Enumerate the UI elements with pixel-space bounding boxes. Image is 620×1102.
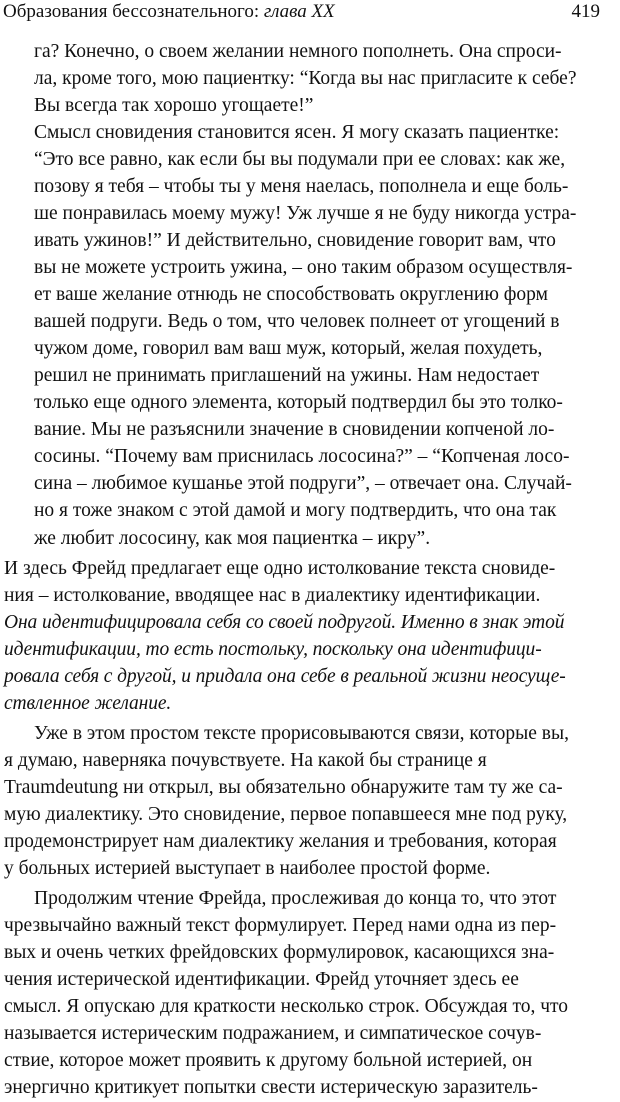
text-line <box>0 361 620 390</box>
quote-line: Вы всегда так хорошо угощаете!” <box>34 95 314 117</box>
text-line <box>0 965 620 994</box>
body-line: ния – истолкование, вводящее нас в диалектику идентификации. <box>4 584 541 606</box>
body-line: чрезвычайно важный текст формулирует. Перед нами одна из пер- <box>4 914 557 936</box>
text-line <box>0 1073 620 1102</box>
quote-line: но я тоже знаком с этой дамой и могу подтвердить, что она так <box>34 500 557 522</box>
body-line: называется истерическим подражанием, и симпатическое сочув- <box>4 1022 542 1044</box>
quote-line: сосины. “Почему вам приснилась лососина?” – “Копченая лосо- <box>34 446 570 468</box>
body-line: чения истерической идентификации. Фрейд уточняет здесь ее <box>4 968 519 990</box>
text-line <box>0 469 620 498</box>
text-line <box>0 1019 620 1048</box>
page-number: 419 <box>571 1 600 22</box>
quote-line: ет ваше желание отнюдь не способствовать округлению форм <box>34 284 548 306</box>
text-line <box>0 307 620 336</box>
quote-line: же любит лососину, как моя пациентка – икру”. <box>34 527 431 549</box>
quote-line: только еще одного элемента, который подтвердил бы это толко- <box>34 392 563 414</box>
text-line <box>0 496 620 525</box>
body-line: у больных истерией выступает в наиболее простой форме. <box>4 857 491 879</box>
text-line <box>0 800 620 829</box>
text-line <box>0 938 620 967</box>
text-line <box>0 524 620 553</box>
body-line: ствие, которое может проявить к другому больной истерией, он <box>4 1050 533 1071</box>
text-line <box>0 253 620 282</box>
text-line <box>0 773 620 802</box>
italic-line: Она идентифицировала себя со своей подругой. Именно в знак этой <box>4 611 565 633</box>
text-line <box>0 145 620 174</box>
quote-line: вашей подруги. Ведь о том, что человек полнеет от угощений в <box>34 311 560 333</box>
text-line <box>0 118 620 147</box>
body-line: вых и очень четких фрейдовских формулировок, касающихся зна- <box>4 941 555 963</box>
text-line <box>0 992 620 1021</box>
text-line <box>0 635 620 664</box>
text-line <box>0 746 620 775</box>
text-line <box>0 442 620 471</box>
text-line <box>0 554 620 583</box>
quote-line: га? Конечно, о своем желании немного пополнеть. Она спроси- <box>34 41 562 62</box>
text-line <box>0 719 620 748</box>
text-line <box>0 854 620 883</box>
body-line: смысл. Я опускаю для краткости несколько строк. Обсуждая то, что <box>4 995 569 1017</box>
text-line <box>0 37 620 66</box>
quote-line: сина – любимое кушанье этой подруги”, – отвечает она. Случай- <box>34 473 572 495</box>
running-title <box>3 0 335 24</box>
text-line <box>0 172 620 201</box>
text-line <box>0 334 620 363</box>
text-line <box>0 415 620 444</box>
text-line <box>0 581 620 610</box>
text-line <box>0 608 620 637</box>
running-title-text: Образования бессознательного: <box>3 1 264 22</box>
body-line: продемонстрирует нам диалектику желания и требования, которая <box>4 830 557 852</box>
quote-line: вание. Мы не разъяснили значение в сновидении копченой ло- <box>34 419 555 441</box>
quote-line: Смысл сновидения становится ясен. Я могу сказать пациентке: <box>34 122 560 144</box>
quote-line: вы не можете устроить ужина, – оно таким образом осуществля- <box>34 257 573 279</box>
text-line <box>0 388 620 417</box>
body-line: я думаю, наверняка почувствуете. На какой бы странице я <box>4 749 487 771</box>
running-title-chapter: глава XX <box>263 1 335 22</box>
body-line: Уже в этом простом тексте прорисовываются связи, которые вы, <box>34 722 569 744</box>
running-header <box>0 0 620 32</box>
text-line <box>0 280 620 309</box>
quote-line: позову я тебя – чтобы ты у меня наелась, пополнела и еще боль- <box>34 176 569 198</box>
text-line <box>0 911 620 940</box>
italic-line: ровала себя с другой, и придала она себе в реальной жизни неосуще- <box>4 665 566 687</box>
text-line <box>0 226 620 255</box>
text-line <box>0 689 620 718</box>
italic-line: идентификации, то есть постольку, поскольку она идентифици- <box>4 638 542 660</box>
body-line: мую диалектику. Это сновидение, первое попавшееся мне под руку, <box>4 803 568 825</box>
italic-line: ствленное желание. <box>4 692 172 714</box>
quote-line: ивать ужинов!” И действительно, сновидение говорит вам, что <box>34 230 556 252</box>
quote-line: решил не принимать приглашений на ужины. Нам недостает <box>34 365 540 387</box>
text-line <box>0 64 620 93</box>
quote-line: ла, кроме того, мою пациентку: “Когда вы нас пригласите к себе? <box>34 68 577 89</box>
text-line <box>0 1046 620 1075</box>
body-line: Продолжим чтение Фрейда, прослеживая до конца то, что этот <box>34 887 557 909</box>
body-line: Traumdeutung ни открыл, вы обязательно обнаружите там ту же са- <box>4 776 563 798</box>
body-line: И здесь Фрейд предлагает еще одно истолкование текста сновиде- <box>4 557 556 579</box>
quote-line: ше понравилась моему мужу! Уж лучше я не буду никогда устра- <box>34 203 577 225</box>
body-line: энергично критикует попытки свести истерическую заразитель- <box>4 1077 538 1098</box>
text-line <box>0 199 620 228</box>
text-line <box>0 662 620 691</box>
quote-line: чужом доме, говорил вам ваш муж, который, желая похудеть, <box>34 338 543 360</box>
text-line <box>0 884 620 913</box>
text-line <box>0 827 620 856</box>
quote-line: “Это все равно, как если бы вы подумали при ее словах: как же, <box>34 149 566 171</box>
text-line <box>0 91 620 120</box>
